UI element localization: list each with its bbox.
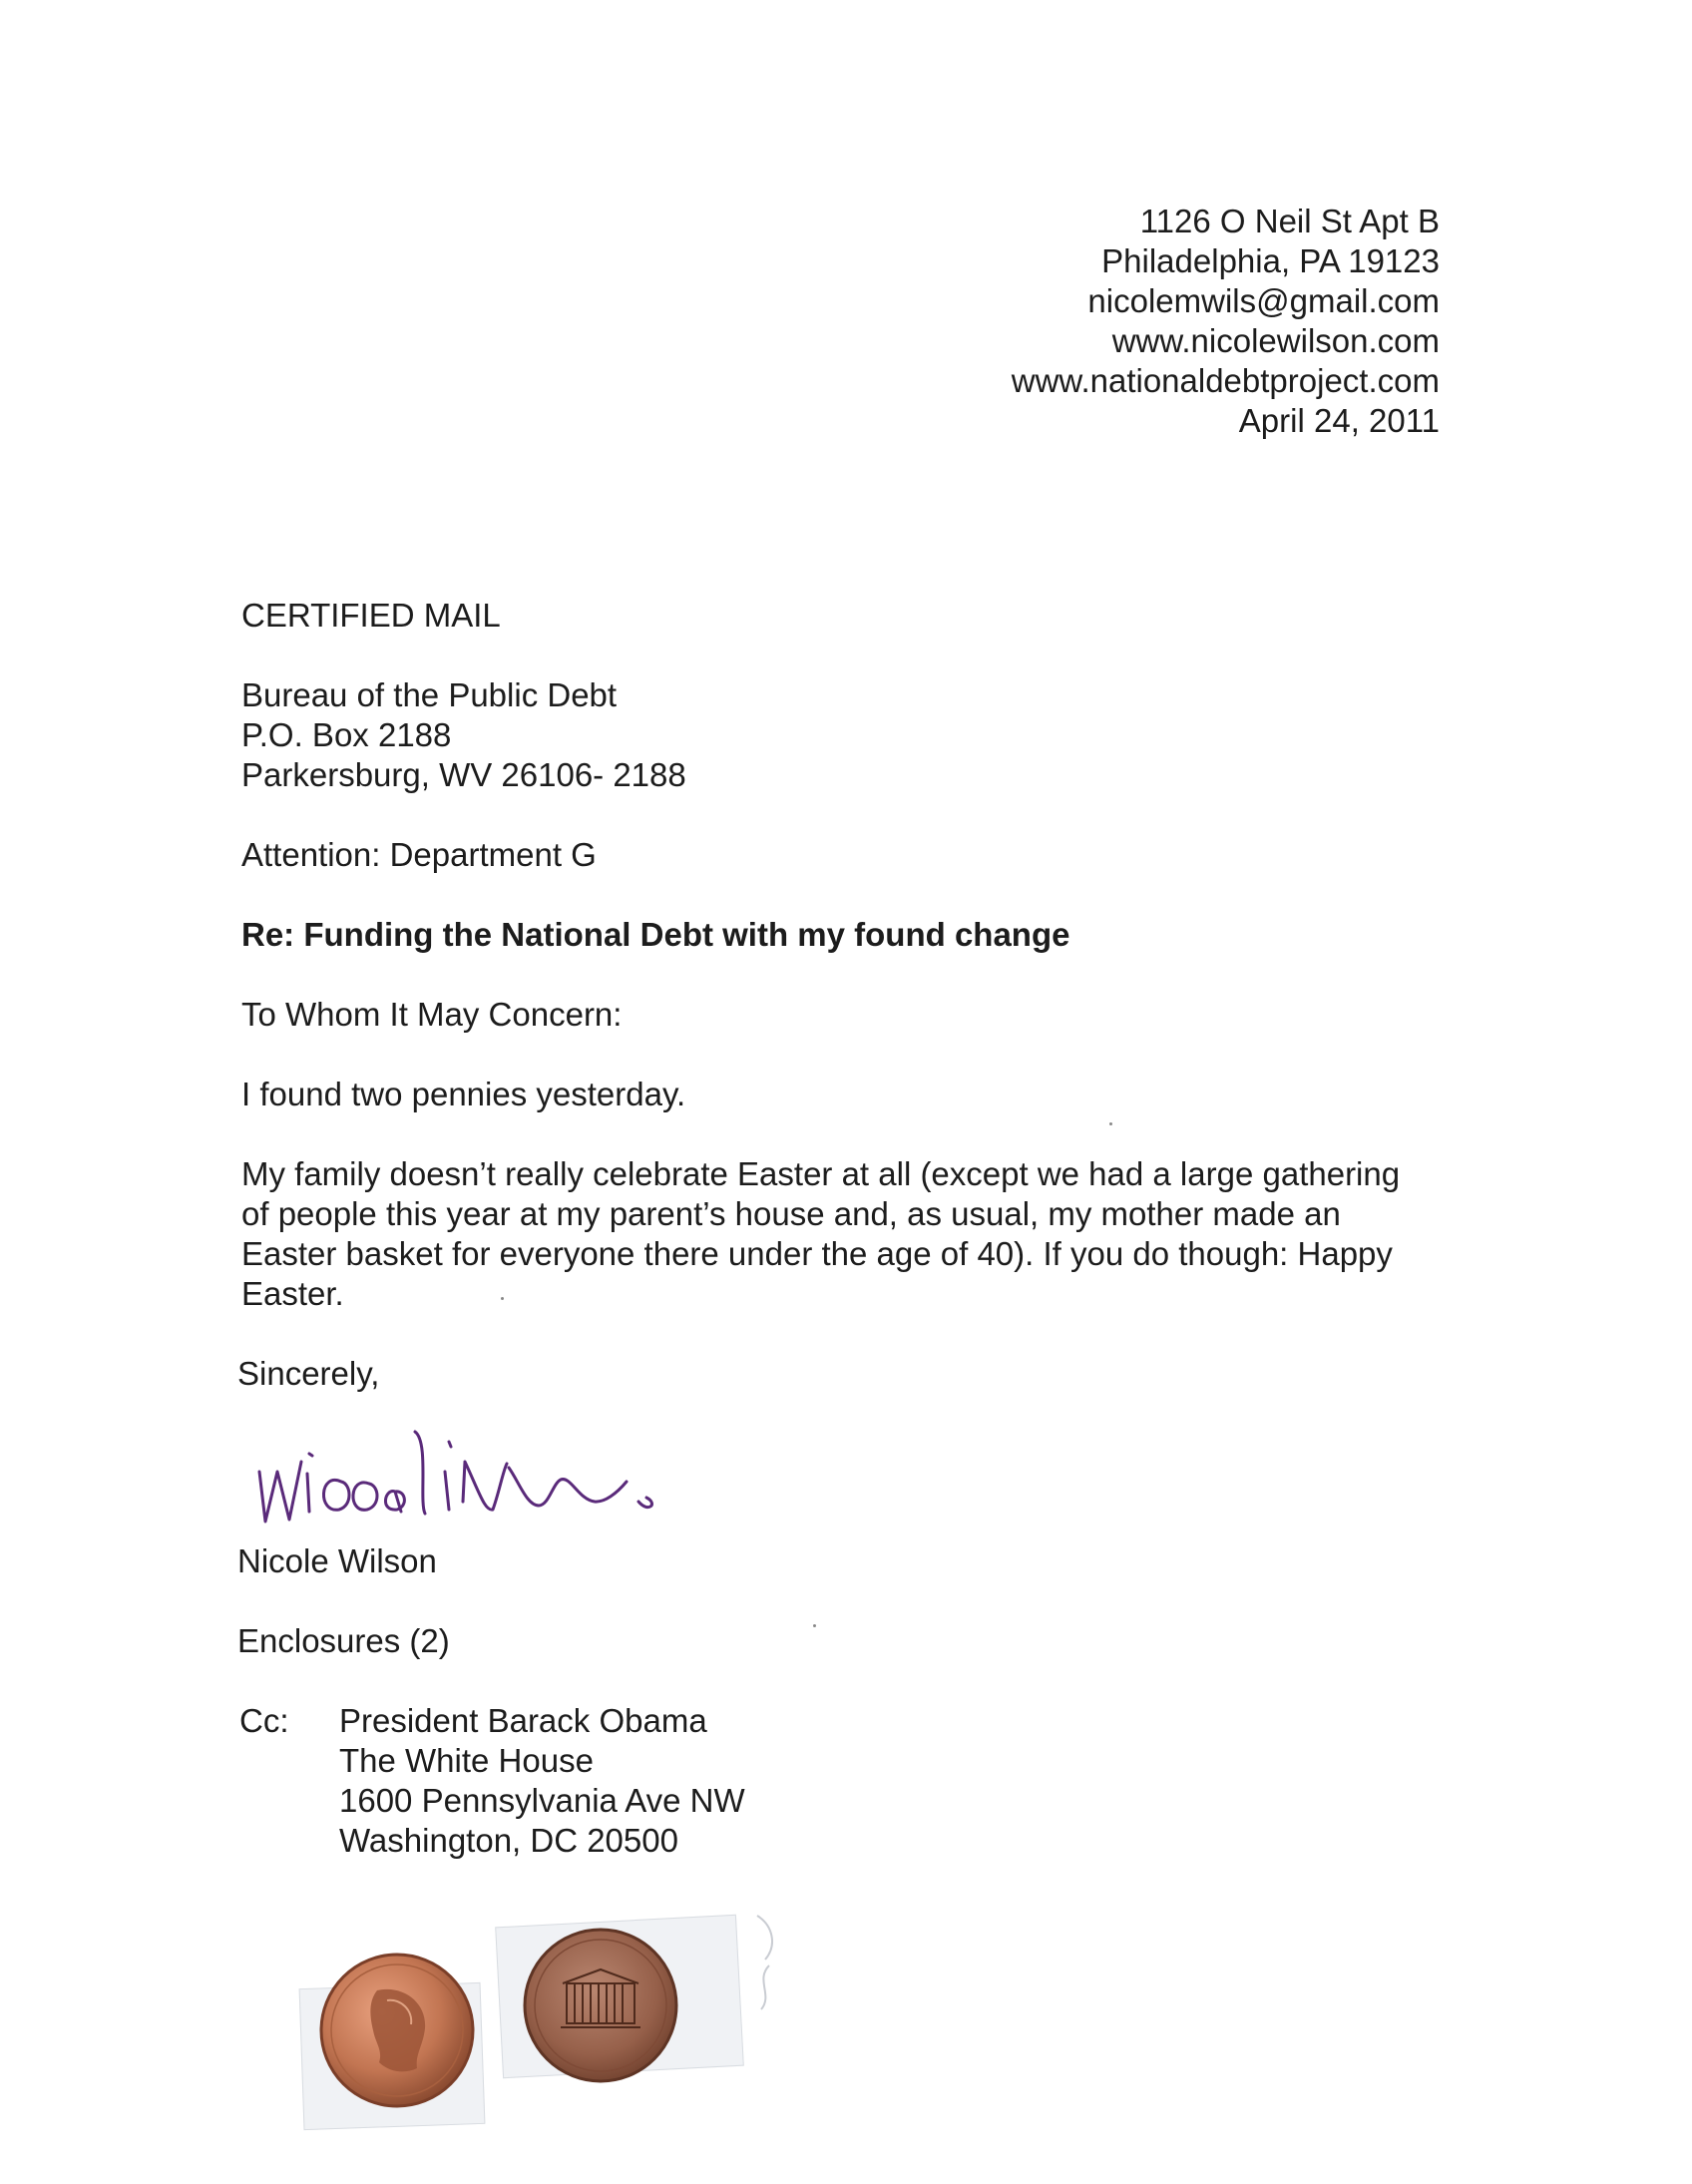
scan-speck	[813, 1624, 816, 1627]
recipient-po-box: P.O. Box 2188	[241, 716, 452, 753]
sender-address-line1: 1126 O Neil St Apt B	[1139, 203, 1440, 239]
penny-reverse-image	[521, 1926, 680, 2085]
closing: Sincerely,	[237, 1355, 380, 1392]
enclosures-line: Enclosures (2)	[237, 1622, 450, 1659]
cc-recipient-line: Washington, DC 20500	[339, 1822, 678, 1859]
attention-line: Attention: Department G	[241, 836, 597, 873]
sender-project-website: www.nationaldebtproject.com	[1011, 362, 1440, 399]
sender-email: nicolemwils@gmail.com	[1087, 282, 1440, 319]
cc-recipient-line: The White House	[339, 1742, 594, 1779]
recipient-name: Bureau of the Public Debt	[241, 676, 618, 713]
salutation: To Whom It May Concern:	[241, 996, 623, 1033]
penny-obverse-image	[317, 1951, 477, 2110]
recipient-city-line: Parkersburg, WV 26106- 2188	[241, 756, 686, 793]
signer-name: Nicole Wilson	[237, 1542, 437, 1579]
body-paragraph-2-line: of people this year at my parent’s house and, as usual, my mother made an	[241, 1195, 1341, 1232]
sender-address-line2: Philadelphia, PA 19123	[1101, 242, 1440, 279]
sender-website: www.nicolewilson.com	[1111, 322, 1440, 359]
mail-type: CERTIFIED MAIL	[241, 597, 501, 634]
cc-recipient-line: President Barack Obama	[339, 1702, 707, 1739]
scan-speck	[501, 1297, 504, 1300]
body-paragraph-2-line: Easter basket for everyone there under the age of 40). If you do though: Happy	[241, 1235, 1393, 1272]
body-paragraph-2-line: My family doesn’t really celebrate Easter at all (except we had a large gathering	[241, 1155, 1401, 1192]
scan-speck	[1109, 1122, 1112, 1125]
body-paragraph-1: I found two pennies yesterday.	[241, 1076, 686, 1112]
letter-date: April 24, 2011	[1238, 402, 1440, 439]
subject-line: Re: Funding the National Debt with my found change	[241, 916, 1070, 953]
cc-label: Cc:	[239, 1702, 289, 1739]
cc-recipient-line: 1600 Pennsylvania Ave NW	[339, 1782, 745, 1819]
body-paragraph-2-line: Easter.	[241, 1275, 344, 1312]
handwritten-signature	[249, 1402, 668, 1541]
body-paragraph-2	[241, 1154, 1459, 1314]
pencil-mark	[743, 1906, 803, 2015]
